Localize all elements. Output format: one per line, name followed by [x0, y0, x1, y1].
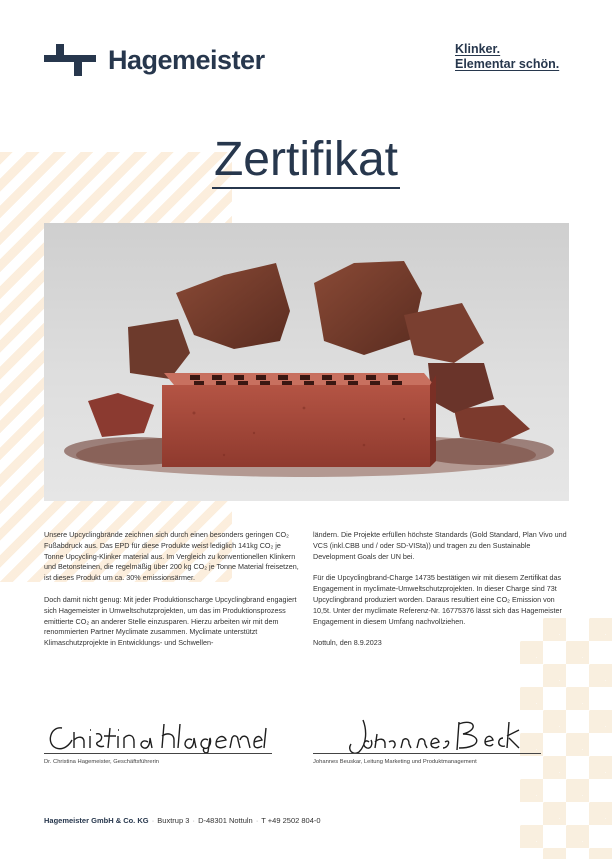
footer-separator: ·	[255, 816, 259, 825]
brand-tagline	[455, 42, 559, 72]
place-date: Nottuln, den 8.9.2023	[313, 638, 382, 648]
brick-photo-illustration	[44, 223, 569, 501]
body-column-left	[44, 530, 299, 660]
footer-city: D-48301 Nottuln	[198, 816, 253, 825]
certificate-title-wrap	[0, 130, 612, 190]
hagemeister-logo-icon	[44, 44, 96, 76]
footer-address	[44, 816, 321, 826]
handwritten-signature-1	[44, 718, 274, 754]
body-paragraph: Unsere Upcyclingbrände zeichnen sich durch einen besonders geringen CO₂ Fußabdruck aus. Das EPD für diese Produkte weist lediglich 141kg CO₂ je Tonne Upcycling-Klinker material aus. Im Vergleich zu konventionellen Klinkern und Betonsteinen, die regelmäßig über 200 kg CO₂ je Tonne Material freisetzen, ist dieses Produkt um ca. 30% emissionsärmer.	[44, 530, 299, 583]
signature-line	[313, 753, 541, 754]
signature-line	[44, 753, 272, 754]
footer-separator: ·	[151, 816, 155, 825]
footer-street: Buxtrup 3	[157, 816, 190, 825]
tagline-line-2: Elementar schön.	[455, 57, 560, 71]
signature-christina	[44, 718, 274, 768]
handwritten-signature-2	[313, 716, 543, 756]
signature-caption: Johannes Beuskar, Leitung Marketing und Produktmanagement	[313, 759, 477, 765]
tagline-line-1: Klinker.	[455, 42, 501, 56]
footer-company: Hagemeister GmbH & Co. KG	[44, 816, 149, 825]
body-column-right	[313, 530, 568, 660]
signature-caption: Dr. Christina Hagemeister, Geschäftsführerin	[44, 759, 160, 765]
footer-phone: T +49 2502 804-0	[261, 816, 321, 825]
body-paragraph: ländern. Die Projekte erfüllen höchste Standards (Gold Standard, Plan Vivo und VCS (inkl.CBB und / oder SD-VISta)) und tragen zu den Sustainable Development Goals der UN bei.	[313, 530, 567, 561]
certificate-title: Zertifikat	[212, 133, 400, 189]
brand-name: Hagemeister	[108, 45, 265, 75]
body-paragraph: Doch damit nicht genug: Mit jeder Produktionscharge Upcyclingbrand engagiert sich Hagemeister in Umweltschutzprojekten, um das im Produktionsprozess emittierte CO₂ an anderer Stelle einzusparen. Hierzu arbeiten wir mit dem renommierten Partner Myclimate zusammen. Myclimate unterstützt Klimaschutzprojekte in Entwicklungs- und Schwellen-	[44, 594, 297, 648]
body-paragraph: Für die Upcyclingbrand-Charge 14735 bestätigen wir mit diesem Zertifikat das Engagement in myclimate-Umweltschutzprojekten. In dieser Charge sind 73t Upcyclingbrand produziert worden. Daraus resultiert eine CO₂ Emission von 10,5t. Unter der myclimate Referenz-Nr. 16775376 lässt sich das Hagemeister Engagement in diesem Umfang nachvollziehen.	[313, 573, 562, 626]
brick-photo	[44, 223, 569, 501]
brand-logo	[44, 44, 265, 76]
footer-separator: ·	[192, 816, 195, 825]
signature-johannes	[313, 716, 543, 768]
